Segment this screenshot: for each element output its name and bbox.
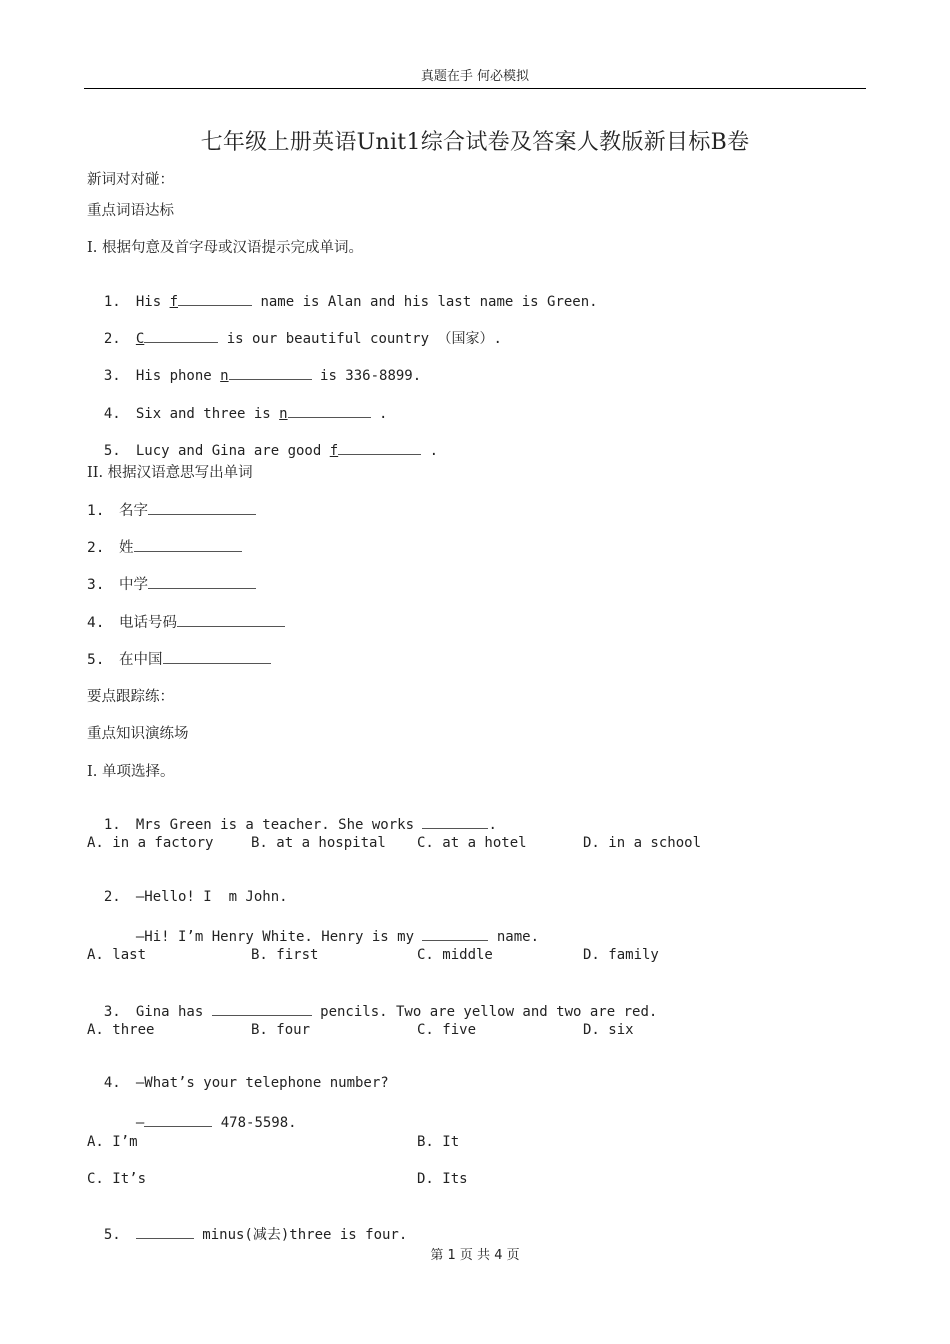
option-b[interactable]: B. first [251, 947, 319, 963]
fill-item: 2. C is our beautiful country （国家）. [87, 312, 502, 348]
answer-blank[interactable] [144, 328, 218, 343]
fill-item: 5. Lucy and Gina are good f . [87, 424, 438, 459]
vocab-item: 5. 在中国 [87, 648, 271, 669]
answer-blank[interactable] [178, 291, 252, 306]
vocab-item: 2. 姓 [87, 536, 242, 557]
option-d[interactable]: D. six [583, 1022, 634, 1038]
question-2-line2: —Hi! I’m Henry White. Henry is my name. [119, 910, 539, 945]
answer-blank[interactable] [134, 537, 242, 552]
page-title: 七年级上册英语Unit1综合试卷及答案人教版新目标B卷 [200, 130, 750, 155]
answer-blank[interactable] [422, 814, 488, 829]
option-a[interactable]: A. last [87, 947, 147, 963]
section1-subheading: 重点词语达标 [87, 203, 174, 219]
answer-blank[interactable] [144, 1112, 212, 1127]
question-5: 5. minus(减去)three is four. [87, 1208, 407, 1244]
option-a[interactable]: A. three [87, 1022, 155, 1038]
answer-blank[interactable] [163, 649, 271, 664]
vocab-item: 1. 名字 [87, 499, 256, 520]
option-c[interactable]: C. at a hotel [417, 835, 527, 851]
header-rule [84, 88, 866, 89]
answer-blank[interactable] [338, 440, 421, 455]
question-1: 1. Mrs Green is a teacher. She works . [87, 798, 497, 833]
option-c[interactable]: C. It’s [87, 1171, 147, 1187]
page-header: 真题在手 何必模拟 [420, 69, 530, 84]
fill-item: 3. His phone n is 336-8899. [87, 349, 421, 384]
part2-heading: II. 根据汉语意思写出单词 [87, 465, 253, 481]
question-4-line2: — 478-5598. [119, 1096, 297, 1131]
vocab-item: 3. 中学 [87, 573, 256, 594]
question-2: 2. —Hello! I m John. [103, 889, 288, 905]
question-3: 3. Gina has pencils. Two are yellow and two are red. [87, 985, 657, 1020]
answer-blank[interactable] [288, 403, 371, 418]
option-b[interactable]: B. four [251, 1022, 311, 1038]
option-d[interactable]: D. family [583, 947, 659, 963]
option-c[interactable]: C. middle [417, 947, 493, 963]
option-b[interactable]: B. at a hospital [251, 835, 386, 851]
answer-blank[interactable] [148, 500, 256, 515]
option-d[interactable]: D. in a school [583, 835, 702, 851]
section2-subheading: 重点知识演练场 [87, 726, 189, 742]
answer-blank[interactable] [229, 365, 312, 380]
answer-blank[interactable] [422, 926, 488, 941]
answer-blank[interactable] [212, 1001, 312, 1016]
option-a[interactable]: A. in a factory [87, 835, 214, 851]
page-footer: 第 1 页 共 4 页 [430, 1248, 520, 1263]
answer-blank[interactable] [148, 574, 256, 589]
option-b[interactable]: B. It [417, 1134, 460, 1150]
answer-blank[interactable] [177, 612, 285, 627]
fill-item: 4. Six and three is n . [87, 387, 387, 422]
choice-part-heading: I. 单项选择。 [87, 764, 175, 780]
question-4: 4. —What’s your telephone number? [103, 1075, 389, 1091]
section2-heading: 要点跟踪练： [87, 689, 174, 705]
option-d[interactable]: D. Its [417, 1171, 468, 1187]
fill-item: 1. His f name is Alan and his last name is Green. [87, 275, 598, 310]
option-c[interactable]: C. five [417, 1022, 477, 1038]
answer-blank[interactable] [136, 1224, 194, 1239]
vocab-item: 4. 电话号码 [87, 611, 285, 632]
part1-heading: I. 根据句意及首字母或汉语提示完成单词。 [87, 240, 363, 256]
option-a[interactable]: A. I’m [87, 1134, 138, 1150]
section1-heading: 新词对对碰： [87, 172, 174, 188]
